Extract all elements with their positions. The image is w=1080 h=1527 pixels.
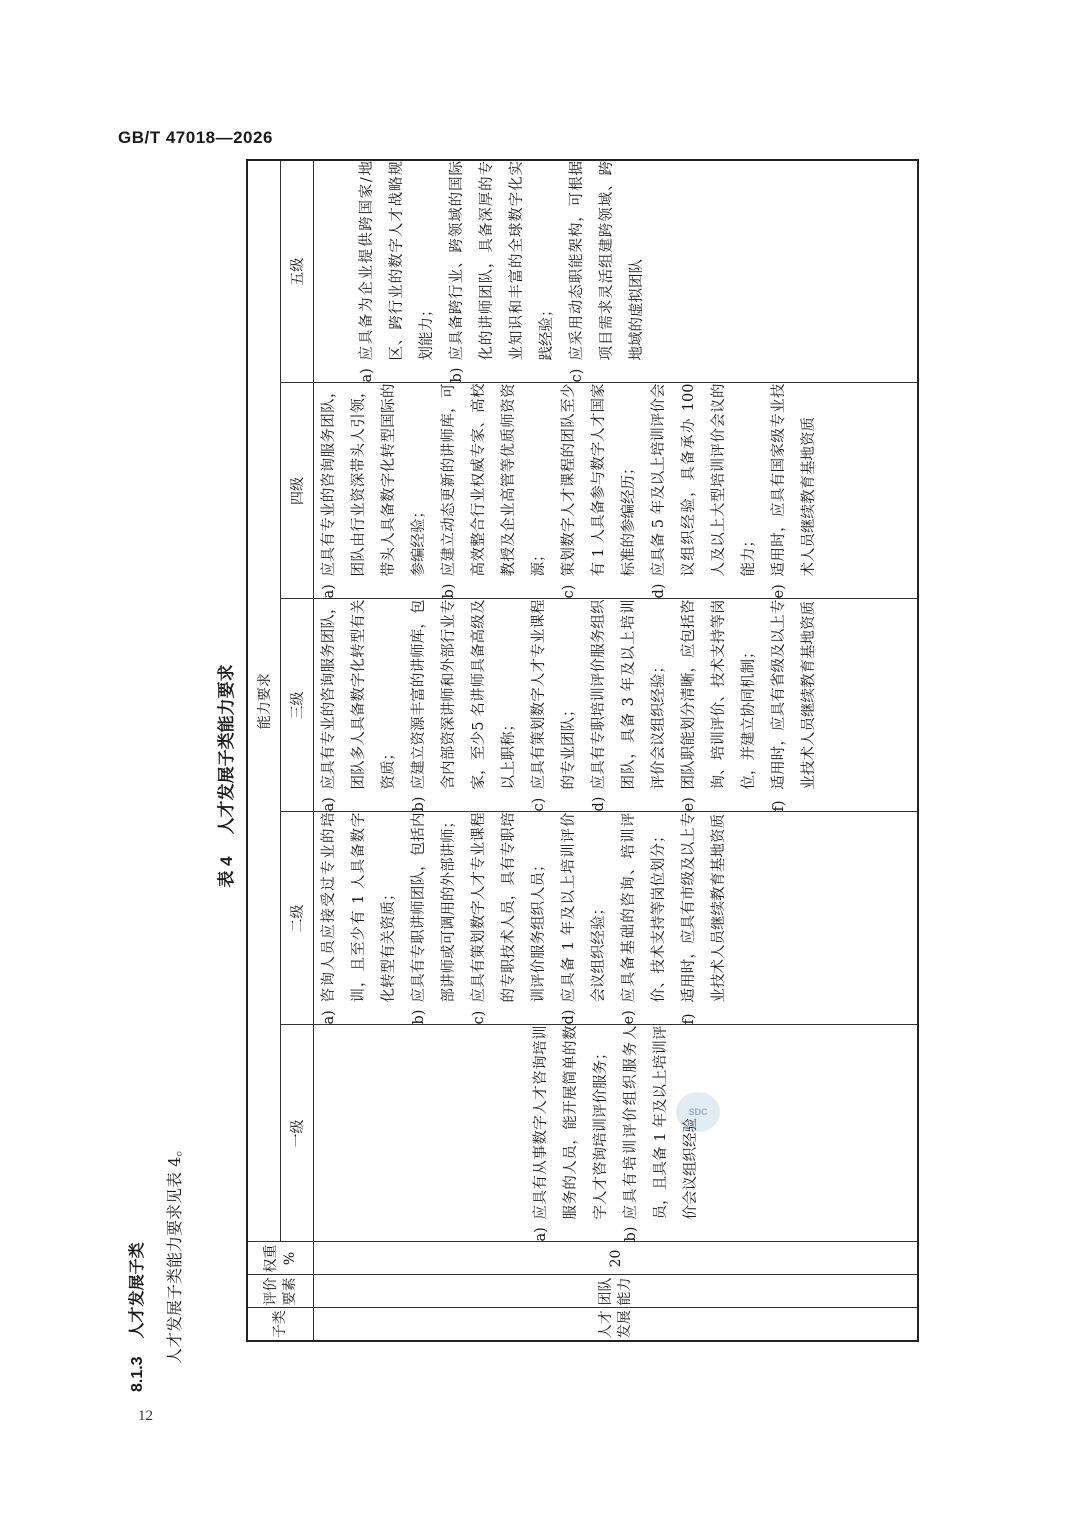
header-weight: 权重 % (247, 1242, 314, 1275)
section-intro: 人才发展子类能力要求见表 4。 (165, 1140, 184, 1364)
element-cell: 团队 能力 (314, 1275, 919, 1308)
list-item: e) 团队职能划分清晰，应包括咨询、培训评价、技术支持等岗位，并建立协同机制； (681, 599, 757, 812)
header-subcategory: 子类 (247, 1308, 314, 1341)
header-level-2: 二级 (281, 812, 314, 1025)
level-3-requirements (314, 599, 919, 812)
list-item: f) 适用时，应具有省级及以上专业技术人员继续教育基地资质 (771, 599, 817, 812)
list-item: c) 应具有策划数字人才专业课程的专职技术人员，具有专职培训评价服务组织人员； (471, 812, 547, 1025)
requirements-table (246, 159, 919, 1342)
list-item: d) 应具备 5 年及以上培训评价会议组织经验，具备承办 100 人及以上大型培训评价会议的能力； (651, 383, 757, 599)
header-level-1: 一级 (281, 1025, 314, 1242)
level-2-requirements (314, 812, 919, 1025)
list-item: a) 应具有从事数字人才咨询培训服务的人员，能开展简单的数字人才咨询培训评价服务； (532, 1025, 609, 1242)
table-row (314, 160, 919, 1341)
list-item: e) 适用时，应具有国家级专业技术人员继续教育基地资质 (771, 383, 817, 599)
list-item: a) 应具有专业的咨询服务团队，团队多人具备数字化转型有关资质； (321, 599, 397, 812)
list-item: c) 策划数字人才课程的团队至少有 1 人具备参与数字人才国家标准的参编经历； (561, 383, 637, 599)
section-number: 8.1.3 (129, 1356, 146, 1392)
subcategory-cell: 人才 发展 (314, 1308, 919, 1341)
weight-cell: 20 (314, 1242, 919, 1275)
list-item: b) 应具有专职讲师团队，包括内部讲师或可调用的外部讲师； (411, 812, 457, 1025)
section-heading (124, 1242, 147, 1392)
list-item: a) 咨询人员应接受过专业的培训，且至少有 1 人具备数字化转型有关资质； (321, 812, 397, 1025)
header-requirements: 能力要求 (247, 160, 281, 1242)
list-item: f) 适用时，应具有市级及以上专业技术人员继续教育基地资质 (681, 812, 727, 1025)
list-item: c) 应采用动态职能架构，可根据项目需求灵活组建跨领域、跨地域的虚拟团队 (569, 161, 645, 383)
table-caption-number: 表 4 (217, 856, 236, 888)
table-caption-title: 人才发展子类能力要求 (217, 664, 236, 835)
list-item: c) 应具有策划数字人才专业课程的专业团队； (531, 599, 577, 812)
list-item: b) 应建立资源丰富的讲师库，包含内部资深讲师和外部行业专家，至少5 名讲师具备高级及以上职称； (411, 599, 517, 812)
list-item: b) 应具有培训评价组织服务人员，且具备 1 年及以上培训评价会议组织经验 (622, 1025, 699, 1242)
standard-code: GB/T 47018—2026 (118, 128, 273, 147)
header-level-3: 三级 (281, 599, 314, 812)
watermark-logo: SDC (676, 1092, 720, 1132)
section-title: 人才发展子类 (129, 1242, 146, 1339)
level-5-requirements (314, 160, 919, 383)
list-item: a) 应具备为企业提供跨国家/地区、跨行业的数字人才战略规划能力； (359, 161, 435, 383)
level-4-requirements (314, 383, 919, 599)
header-element: 评价 要素 (247, 1275, 314, 1308)
header-level-5: 五级 (281, 160, 314, 383)
list-item: b) 应具备跨行业、跨领域的国际化的讲师团队，具备深厚的专业知识和丰富的全球数字化实践经验； (449, 161, 555, 383)
list-item: e) 应具备基础的咨询、培训评价、技术支持等岗位划分； (621, 812, 667, 1025)
table-caption (212, 160, 237, 1392)
page-number: 12 (138, 1408, 153, 1424)
rotated-page-content (124, 160, 932, 1392)
list-item: a) 应具有专业的咨询服务团队，团队由行业资深带头人引领，带头人具备数字化转型国际的参编经验； (321, 383, 427, 599)
list-item: d) 应具有专职培训评价服务组织团队，具备 3 年及以上培训评价会议组织经验； (591, 599, 667, 812)
level-1-requirements (314, 1025, 919, 1242)
header-level-4: 四级 (281, 383, 314, 599)
list-item: d) 应具备 1 年及以上培训评价会议组织经验； (561, 812, 607, 1025)
list-item: b) 应建立动态更新的讲师库，可高效整合行业权威专家、高校教授及企业高管等优质师资资源； (441, 383, 547, 599)
